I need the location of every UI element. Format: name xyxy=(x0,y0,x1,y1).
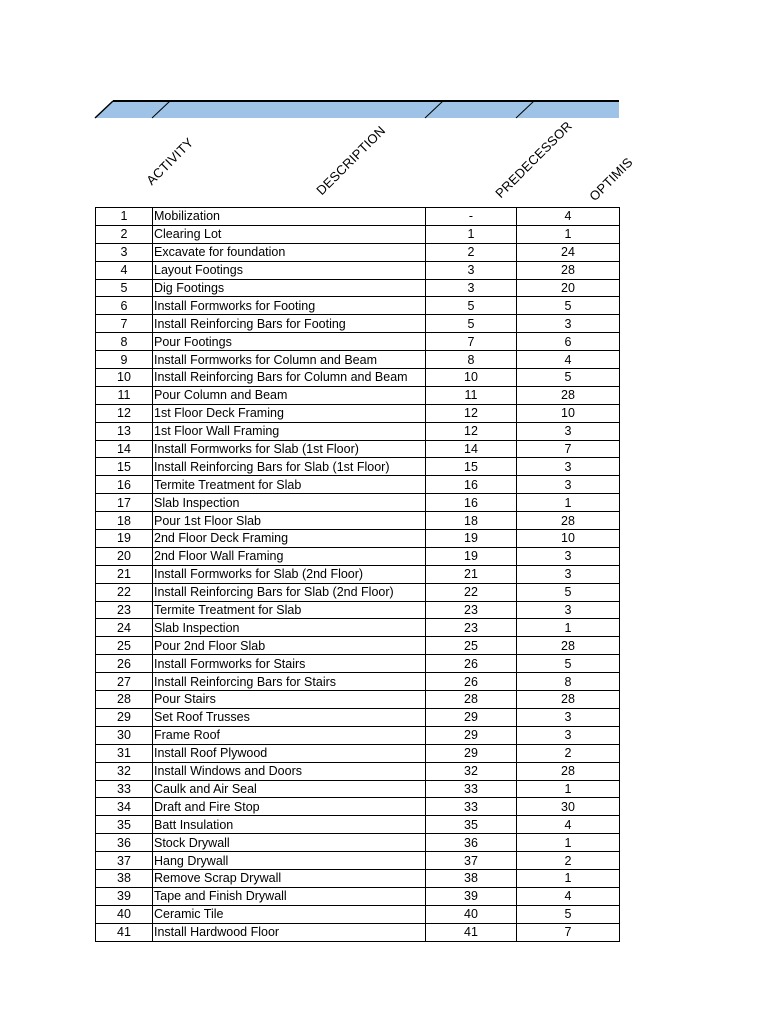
activity-number-cell: 35 xyxy=(96,816,153,834)
activity-number-cell: 14 xyxy=(96,440,153,458)
column-header-predecessor: PREDECESSOR xyxy=(492,118,575,201)
table-row xyxy=(96,691,620,709)
optimistic-cell: 5 xyxy=(517,905,620,923)
activity-number-cell: 8 xyxy=(96,333,153,351)
optimistic-cell: 1 xyxy=(517,619,620,637)
activity-number-cell: 38 xyxy=(96,869,153,887)
predecessor-cell: 39 xyxy=(426,887,517,905)
predecessor-cell: 3 xyxy=(426,261,517,279)
optimistic-cell: 5 xyxy=(517,583,620,601)
description-cell: 1st Floor Wall Framing xyxy=(153,422,426,440)
optimistic-cell: 20 xyxy=(517,279,620,297)
description-cell: Dig Footings xyxy=(153,279,426,297)
description-cell: Stock Drywall xyxy=(153,834,426,852)
description-cell: 2nd Floor Wall Framing xyxy=(153,547,426,565)
description-cell: Hang Drywall xyxy=(153,852,426,870)
description-cell: Install Reinforcing Bars for Slab (1st Floor) xyxy=(153,458,426,476)
table-row xyxy=(96,547,620,565)
activity-number-cell: 36 xyxy=(96,834,153,852)
optimistic-cell: 3 xyxy=(517,476,620,494)
predecessor-cell: 23 xyxy=(426,619,517,637)
optimistic-cell: 3 xyxy=(517,547,620,565)
description-cell: Slab Inspection xyxy=(153,494,426,512)
predecessor-cell: 5 xyxy=(426,315,517,333)
optimistic-cell: 28 xyxy=(517,762,620,780)
predecessor-cell: 19 xyxy=(426,530,517,548)
predecessor-cell: 2 xyxy=(426,243,517,261)
description-cell: Mobilization xyxy=(153,208,426,226)
optimistic-cell: 3 xyxy=(517,726,620,744)
predecessor-cell: 12 xyxy=(426,422,517,440)
optimistic-cell: 3 xyxy=(517,422,620,440)
description-cell: Install Roof Plywood xyxy=(153,744,426,762)
activity-table-body xyxy=(96,208,620,942)
description-cell: Termite Treatment for Slab xyxy=(153,476,426,494)
table-row xyxy=(96,852,620,870)
optimistic-cell: 1 xyxy=(517,225,620,243)
description-cell: Draft and Fire Stop xyxy=(153,798,426,816)
header-band-graphic xyxy=(0,0,768,200)
activity-number-cell: 32 xyxy=(96,762,153,780)
description-cell: Install Formworks for Slab (2nd Floor) xyxy=(153,565,426,583)
predecessor-cell: 21 xyxy=(426,565,517,583)
table-row xyxy=(96,297,620,315)
optimistic-cell: 5 xyxy=(517,297,620,315)
predecessor-cell: 29 xyxy=(426,744,517,762)
description-cell: Install Formworks for Column and Beam xyxy=(153,351,426,369)
description-cell: 1st Floor Deck Framing xyxy=(153,404,426,422)
column-header-optimistic: OPTIMIS xyxy=(586,154,636,204)
table-row xyxy=(96,869,620,887)
predecessor-cell: 29 xyxy=(426,708,517,726)
description-cell: Pour Footings xyxy=(153,333,426,351)
activity-number-cell: 23 xyxy=(96,601,153,619)
optimistic-cell: 28 xyxy=(517,637,620,655)
optimistic-cell: 7 xyxy=(517,440,620,458)
description-cell: Remove Scrap Drywall xyxy=(153,869,426,887)
description-cell: Slab Inspection xyxy=(153,619,426,637)
predecessor-cell: 36 xyxy=(426,834,517,852)
table-row xyxy=(96,225,620,243)
activity-number-cell: 20 xyxy=(96,547,153,565)
table-row xyxy=(96,530,620,548)
activity-number-cell: 26 xyxy=(96,655,153,673)
activity-number-cell: 6 xyxy=(96,297,153,315)
description-cell: Clearing Lot xyxy=(153,225,426,243)
table-row xyxy=(96,261,620,279)
activity-number-cell: 22 xyxy=(96,583,153,601)
table-row xyxy=(96,834,620,852)
optimistic-cell: 3 xyxy=(517,565,620,583)
table-row xyxy=(96,369,620,387)
activity-number-cell: 3 xyxy=(96,243,153,261)
optimistic-cell: 28 xyxy=(517,512,620,530)
predecessor-cell: 8 xyxy=(426,351,517,369)
predecessor-cell: 28 xyxy=(426,691,517,709)
activity-number-cell: 30 xyxy=(96,726,153,744)
predecessor-cell: 29 xyxy=(426,726,517,744)
activity-number-cell: 13 xyxy=(96,422,153,440)
description-cell: Pour 2nd Floor Slab xyxy=(153,637,426,655)
activity-table xyxy=(95,207,620,942)
predecessor-cell: 26 xyxy=(426,655,517,673)
table-row xyxy=(96,816,620,834)
description-cell: Install Reinforcing Bars for Stairs xyxy=(153,673,426,691)
column-header-activity: ACTIVITY xyxy=(143,134,197,188)
table-row xyxy=(96,386,620,404)
table-row xyxy=(96,762,620,780)
predecessor-cell: 12 xyxy=(426,404,517,422)
table-row xyxy=(96,923,620,941)
activity-number-cell: 41 xyxy=(96,923,153,941)
table-row xyxy=(96,601,620,619)
table-row xyxy=(96,798,620,816)
activity-number-cell: 24 xyxy=(96,619,153,637)
activity-number-cell: 33 xyxy=(96,780,153,798)
optimistic-cell: 5 xyxy=(517,369,620,387)
predecessor-cell: 15 xyxy=(426,458,517,476)
activity-number-cell: 15 xyxy=(96,458,153,476)
optimistic-cell: 4 xyxy=(517,208,620,226)
description-cell: Install Reinforcing Bars for Footing xyxy=(153,315,426,333)
optimistic-cell: 3 xyxy=(517,315,620,333)
description-cell: Install Reinforcing Bars for Slab (2nd Floor) xyxy=(153,583,426,601)
activity-number-cell: 39 xyxy=(96,887,153,905)
table-row xyxy=(96,440,620,458)
activity-number-cell: 37 xyxy=(96,852,153,870)
predecessor-cell: 5 xyxy=(426,297,517,315)
predecessor-cell: 16 xyxy=(426,494,517,512)
predecessor-cell: 18 xyxy=(426,512,517,530)
description-cell: Batt Insulation xyxy=(153,816,426,834)
predecessor-cell: 19 xyxy=(426,547,517,565)
optimistic-cell: 3 xyxy=(517,601,620,619)
activity-number-cell: 31 xyxy=(96,744,153,762)
description-cell: Install Formworks for Slab (1st Floor) xyxy=(153,440,426,458)
table-row xyxy=(96,887,620,905)
activity-number-cell: 16 xyxy=(96,476,153,494)
optimistic-cell: 4 xyxy=(517,351,620,369)
description-cell: Install Windows and Doors xyxy=(153,762,426,780)
predecessor-cell: 37 xyxy=(426,852,517,870)
description-cell: Caulk and Air Seal xyxy=(153,780,426,798)
optimistic-cell: 2 xyxy=(517,852,620,870)
predecessor-cell: 26 xyxy=(426,673,517,691)
optimistic-cell: 28 xyxy=(517,261,620,279)
optimistic-cell: 7 xyxy=(517,923,620,941)
optimistic-cell: 28 xyxy=(517,386,620,404)
optimistic-cell: 5 xyxy=(517,655,620,673)
header-band xyxy=(0,0,768,204)
table-row xyxy=(96,315,620,333)
activity-number-cell: 25 xyxy=(96,637,153,655)
predecessor-cell: 14 xyxy=(426,440,517,458)
activity-number-cell: 1 xyxy=(96,208,153,226)
optimistic-cell: 8 xyxy=(517,673,620,691)
activity-number-cell: 12 xyxy=(96,404,153,422)
description-cell: Install Reinforcing Bars for Column and Beam xyxy=(153,369,426,387)
column-header-description: DESCRIPTION xyxy=(313,122,389,198)
activity-number-cell: 11 xyxy=(96,386,153,404)
predecessor-cell: 40 xyxy=(426,905,517,923)
activity-number-cell: 18 xyxy=(96,512,153,530)
description-cell: Install Formworks for Footing xyxy=(153,297,426,315)
optimistic-cell: 1 xyxy=(517,869,620,887)
table-row xyxy=(96,619,620,637)
table-row xyxy=(96,673,620,691)
predecessor-cell: 38 xyxy=(426,869,517,887)
activity-number-cell: 29 xyxy=(96,708,153,726)
table-row xyxy=(96,655,620,673)
table-row xyxy=(96,708,620,726)
predecessor-cell: 25 xyxy=(426,637,517,655)
table-row xyxy=(96,583,620,601)
description-cell: Install Hardwood Floor xyxy=(153,923,426,941)
predecessor-cell: 16 xyxy=(426,476,517,494)
table-row xyxy=(96,744,620,762)
predecessor-cell: 35 xyxy=(426,816,517,834)
predecessor-cell: 3 xyxy=(426,279,517,297)
table-row xyxy=(96,494,620,512)
description-cell: Tape and Finish Drywall xyxy=(153,887,426,905)
optimistic-cell: 28 xyxy=(517,691,620,709)
table-row xyxy=(96,780,620,798)
predecessor-cell: 41 xyxy=(426,923,517,941)
table-row xyxy=(96,565,620,583)
predecessor-cell: 32 xyxy=(426,762,517,780)
activity-number-cell: 40 xyxy=(96,905,153,923)
predecessor-cell: 10 xyxy=(426,369,517,387)
optimistic-cell: 24 xyxy=(517,243,620,261)
predecessor-cell: - xyxy=(426,208,517,226)
optimistic-cell: 3 xyxy=(517,458,620,476)
optimistic-cell: 1 xyxy=(517,780,620,798)
activity-number-cell: 10 xyxy=(96,369,153,387)
activity-number-cell: 4 xyxy=(96,261,153,279)
description-cell: Excavate for foundation xyxy=(153,243,426,261)
description-cell: Set Roof Trusses xyxy=(153,708,426,726)
predecessor-cell: 23 xyxy=(426,601,517,619)
description-cell: Pour 1st Floor Slab xyxy=(153,512,426,530)
table-row xyxy=(96,279,620,297)
table-row xyxy=(96,422,620,440)
predecessor-cell: 33 xyxy=(426,780,517,798)
optimistic-cell: 6 xyxy=(517,333,620,351)
activity-table-container xyxy=(95,207,619,942)
description-cell: 2nd Floor Deck Framing xyxy=(153,530,426,548)
predecessor-cell: 1 xyxy=(426,225,517,243)
activity-number-cell: 34 xyxy=(96,798,153,816)
activity-number-cell: 28 xyxy=(96,691,153,709)
header-band-fill xyxy=(95,101,619,118)
table-row xyxy=(96,476,620,494)
activity-number-cell: 2 xyxy=(96,225,153,243)
activity-number-cell: 9 xyxy=(96,351,153,369)
activity-number-cell: 21 xyxy=(96,565,153,583)
predecessor-cell: 22 xyxy=(426,583,517,601)
activity-number-cell: 27 xyxy=(96,673,153,691)
predecessor-cell: 7 xyxy=(426,333,517,351)
optimistic-cell: 4 xyxy=(517,887,620,905)
optimistic-cell: 3 xyxy=(517,708,620,726)
optimistic-cell: 10 xyxy=(517,404,620,422)
optimistic-cell: 1 xyxy=(517,834,620,852)
table-row xyxy=(96,726,620,744)
optimistic-cell: 4 xyxy=(517,816,620,834)
table-row xyxy=(96,351,620,369)
activity-number-cell: 5 xyxy=(96,279,153,297)
optimistic-cell: 10 xyxy=(517,530,620,548)
table-row xyxy=(96,905,620,923)
table-row xyxy=(96,637,620,655)
description-cell: Layout Footings xyxy=(153,261,426,279)
table-row xyxy=(96,512,620,530)
activity-number-cell: 19 xyxy=(96,530,153,548)
description-cell: Pour Stairs xyxy=(153,691,426,709)
table-row xyxy=(96,208,620,226)
predecessor-cell: 33 xyxy=(426,798,517,816)
table-row xyxy=(96,404,620,422)
optimistic-cell: 1 xyxy=(517,494,620,512)
description-cell: Frame Roof xyxy=(153,726,426,744)
description-cell: Install Formworks for Stairs xyxy=(153,655,426,673)
table-row xyxy=(96,458,620,476)
table-row xyxy=(96,333,620,351)
table-row xyxy=(96,243,620,261)
optimistic-cell: 30 xyxy=(517,798,620,816)
activity-number-cell: 7 xyxy=(96,315,153,333)
activity-number-cell: 17 xyxy=(96,494,153,512)
description-cell: Ceramic Tile xyxy=(153,905,426,923)
predecessor-cell: 11 xyxy=(426,386,517,404)
description-cell: Termite Treatment for Slab xyxy=(153,601,426,619)
optimistic-cell: 2 xyxy=(517,744,620,762)
description-cell: Pour Column and Beam xyxy=(153,386,426,404)
